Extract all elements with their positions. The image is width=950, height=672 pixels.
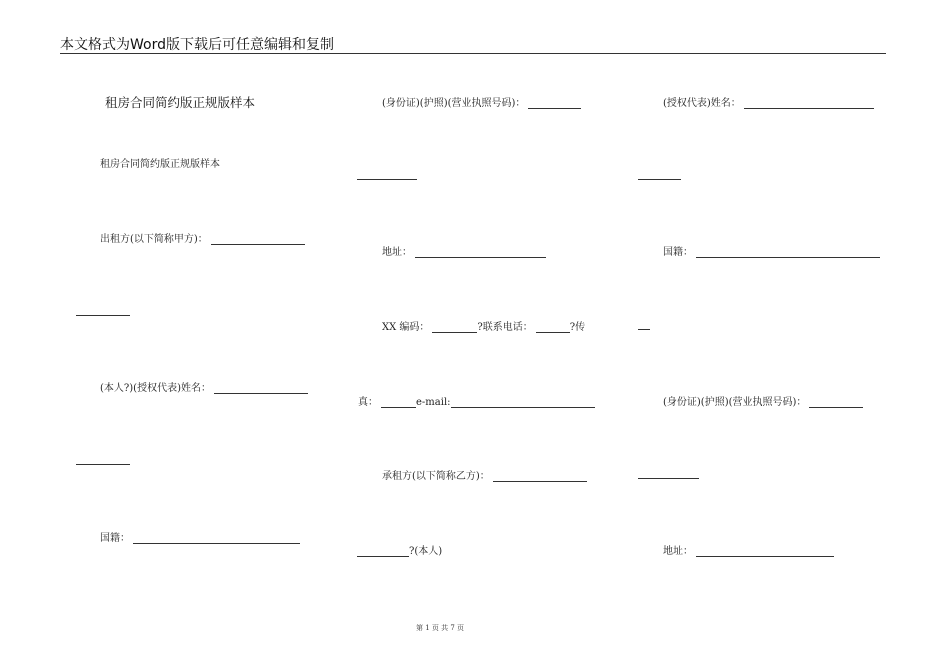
col1-agent-name-field	[100, 379, 308, 394]
lessor-continuation-blank[interactable]	[76, 315, 130, 316]
col2-id-label: (身份证)(护照)(营业执照号码)：	[382, 98, 526, 109]
col3-address-field	[663, 542, 834, 557]
col1-nationality-field	[100, 529, 300, 544]
col1-nationality-label: 国籍：	[100, 533, 130, 544]
col3-agent-name-field	[663, 94, 874, 109]
document-title: 租房合同简约版正规版样本	[105, 95, 256, 110]
col2-phone-label: ?联系电话：	[477, 322, 533, 333]
col2-phone-blank[interactable]	[536, 321, 570, 333]
col3-id-label: (身份证)(护照)(营业执照号码)：	[663, 397, 807, 408]
col3-address-label: 地址：	[663, 546, 693, 557]
lessor-label: 出租方(以下简称甲方)：	[100, 234, 208, 245]
document-subtitle: 租房合同简约版正规版样本	[100, 159, 220, 170]
col3-id-field	[663, 393, 863, 408]
col3-nationality-blank[interactable]	[696, 246, 880, 258]
col2-fax-suffix: 真：	[358, 397, 378, 408]
col2-address-field	[382, 243, 546, 258]
document-header-title: 本文格式为Word版下载后可任意编辑和复制	[60, 37, 334, 53]
col2-address-label: 地址：	[382, 247, 412, 258]
col2-id-field	[382, 94, 581, 109]
col2-id-blank[interactable]	[528, 97, 581, 109]
col2-lessee-field	[382, 467, 587, 482]
col2-contact-field	[382, 318, 585, 333]
col3-id-blank[interactable]	[809, 396, 863, 408]
header-divider	[60, 53, 886, 54]
col1-agent-name-blank[interactable]	[214, 382, 308, 394]
col2-email-blank[interactable]	[451, 396, 595, 408]
col1-agent-continuation-blank[interactable]	[76, 464, 130, 465]
col2-fax-email-field	[358, 393, 595, 408]
col2-lessee-blank[interactable]	[493, 470, 587, 482]
col2-fax-blank[interactable]	[381, 396, 416, 408]
col3-nationality-continuation-blank[interactable]	[638, 329, 650, 330]
lessor-blank[interactable]	[211, 233, 305, 245]
col2-zip-label: XX 编码：	[382, 322, 430, 333]
col2-fax-prefix: ?传	[569, 322, 586, 333]
lessor-field	[100, 230, 305, 245]
col3-id-continuation-blank[interactable]	[638, 478, 699, 479]
col3-agent-name-blank[interactable]	[744, 97, 874, 109]
col2-email-label: e-mail:	[416, 397, 451, 408]
col2-self-label: ?(本人)	[409, 546, 443, 557]
col3-nationality-field	[663, 243, 880, 258]
col1-nationality-blank[interactable]	[133, 532, 300, 544]
col2-lessee-label: 承租方(以下简称乙方)：	[382, 471, 490, 482]
col2-self-field	[357, 542, 442, 557]
page-number: 第 1 页 共 7 页	[415, 624, 465, 632]
col2-id-continuation-blank[interactable]	[357, 179, 417, 180]
col3-nationality-label: 国籍：	[663, 247, 693, 258]
col1-agent-name-label: (本人?)(授权代表)姓名：	[100, 383, 211, 394]
col3-agent-continuation-blank[interactable]	[638, 179, 681, 180]
col3-address-blank[interactable]	[696, 545, 834, 557]
col3-agent-name-label: (授权代表)姓名：	[663, 98, 741, 109]
col2-address-blank[interactable]	[415, 246, 546, 258]
col2-self-blank[interactable]	[357, 545, 409, 557]
col2-zip-blank[interactable]	[432, 321, 477, 333]
